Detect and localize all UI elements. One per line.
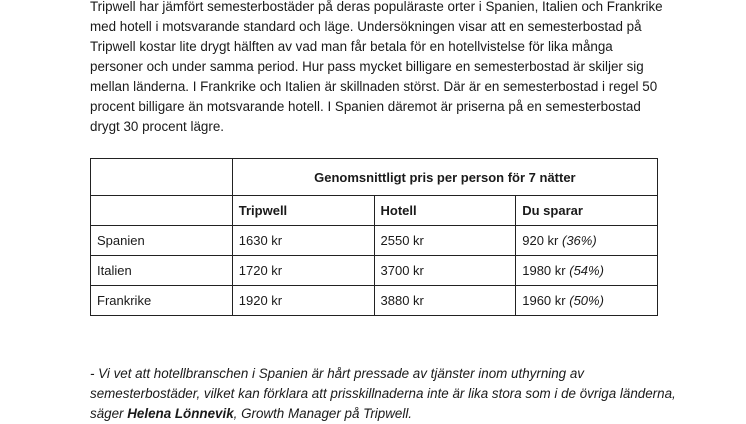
saving-cell bbox=[516, 226, 658, 256]
tripwell-price-cell: 1720 kr bbox=[232, 256, 374, 286]
quote-person-name: Helena Lönnevik bbox=[127, 406, 234, 421]
saving-percent: (36%) bbox=[562, 233, 597, 248]
intro-line: Tripwell kostar lite drygt hälften av vad man får betala för en hotellvistelse för lika många bbox=[90, 39, 613, 54]
hotel-price-cell: 2550 kr bbox=[374, 226, 516, 256]
saving-amount: 1980 kr bbox=[522, 263, 566, 278]
table-title: Genomsnittligt pris per person för 7 nätter bbox=[232, 159, 657, 196]
saving-amount: 1960 kr bbox=[522, 293, 566, 308]
empty-header-cell bbox=[91, 196, 233, 226]
quote-line: - Vi vet att hotellbranschen i Spanien är hårt pressade av tjänster inom uthyrning av bbox=[90, 366, 584, 381]
tripwell-price-cell: 1630 kr bbox=[232, 226, 374, 256]
intro-line: med hotell i motsvarande standard och läge. Undersökningen visar att en semesterbostad på bbox=[90, 19, 642, 34]
table-row bbox=[91, 286, 658, 316]
saving-percent: (50%) bbox=[569, 293, 604, 308]
quote-attribution bbox=[90, 404, 690, 424]
column-header-du-sparar: Du sparar bbox=[516, 196, 658, 226]
saving-cell bbox=[516, 286, 658, 316]
table-row bbox=[91, 226, 658, 256]
saving-percent: (54%) bbox=[569, 263, 604, 278]
quote-line: semesterbostäder, vilket kan förklara att prisskillnaderna inte är lika stora som i de övriga länderna, bbox=[90, 386, 676, 401]
hotel-price-cell: 3700 kr bbox=[374, 256, 516, 286]
intro-paragraph bbox=[90, 0, 670, 137]
intro-line: procent billigare än motsvarande hotell. I Spanien däremot är priserna på en semesterbostad bbox=[90, 99, 641, 114]
table-header-row bbox=[91, 196, 658, 226]
saving-cell bbox=[516, 256, 658, 286]
country-cell: Italien bbox=[91, 256, 233, 286]
country-cell: Frankrike bbox=[91, 286, 233, 316]
column-header-hotell: Hotell bbox=[374, 196, 516, 226]
empty-corner-cell bbox=[91, 159, 233, 196]
quote-person-title: , Growth Manager på Tripwell. bbox=[233, 406, 413, 421]
column-header-tripwell: Tripwell bbox=[232, 196, 374, 226]
table-row bbox=[91, 256, 658, 286]
saving-amount: 920 kr bbox=[522, 233, 559, 248]
tripwell-price-cell: 1920 kr bbox=[232, 286, 374, 316]
country-cell: Spanien bbox=[91, 226, 233, 256]
quote-paragraph bbox=[90, 364, 690, 424]
intro-line: Tripwell har jämfört semesterbostäder på deras populäraste orter i Spanien, Italien och Frankrike bbox=[90, 0, 663, 14]
hotel-price-cell: 3880 kr bbox=[374, 286, 516, 316]
price-comparison-table bbox=[90, 158, 658, 316]
intro-line: personer och under samma period. Hur pass mycket billigare en semesterbostad är skiljer sig bbox=[90, 59, 644, 74]
quote-verb: säger bbox=[90, 406, 124, 421]
intro-line: mellan länderna. I Frankrike och Italien är skillnaden störst. Där är en semesterbostad i regel 50 bbox=[90, 79, 658, 94]
table-title-row bbox=[91, 159, 658, 196]
intro-line: drygt 30 procent lägre. bbox=[90, 119, 224, 134]
